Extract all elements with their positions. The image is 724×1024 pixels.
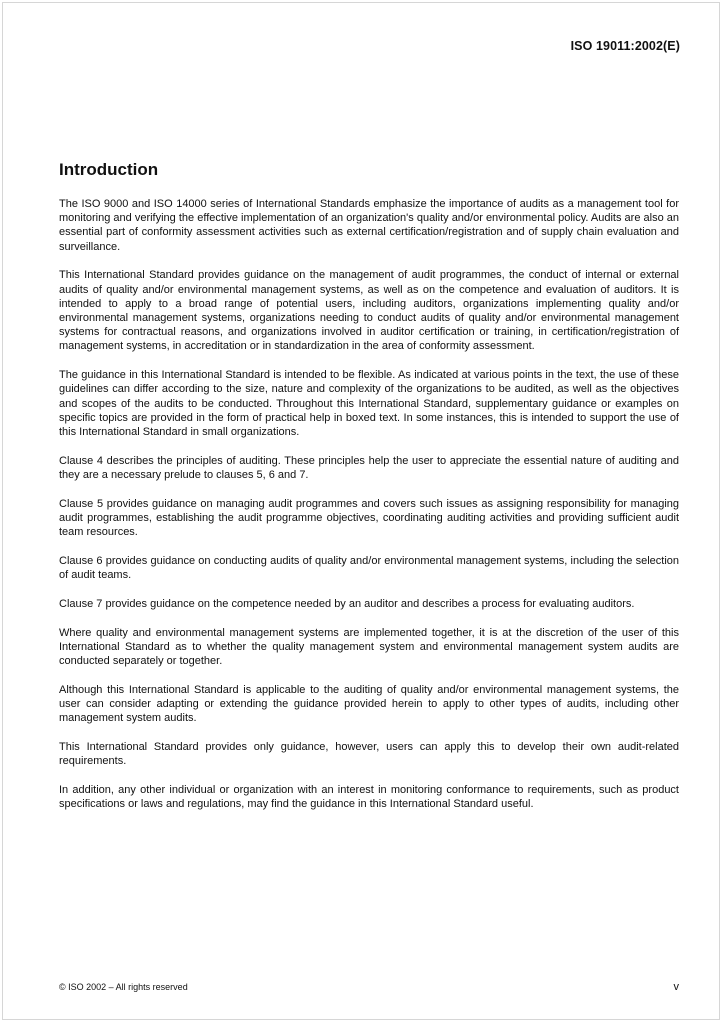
paragraph-5: Clause 5 provides guidance on managing audit programmes and covers such issues as assigning responsibility for managing audit programmes, establishing the audit programme objectives, coordinating auditing activities and providing sufficient audit team resources.	[59, 497, 679, 539]
document-id: ISO 19011:2002(E)	[570, 39, 680, 53]
paragraph-9: Although this International Standard is applicable to the auditing of quality and/or environmental management systems, the user can consider adapting or extending the guidance provided herein to apply to other types of audits, including other management system audits.	[59, 684, 679, 725]
paragraph-6: Clause 6 provides guidance on conducting audits of quality and/or environmental management systems, including the selection of audit teams.	[59, 555, 679, 582]
paragraph-1: The ISO 9000 and ISO 14000 series of International Standards emphasize the importance of audits as a management tool for monitoring and verifying the effective implementation of an organization's quality and/or environmental policy. Audits are also an essential part of conformity assessment activities such as external certification/registration and of supply chain evaluation and surveillance.	[59, 198, 679, 253]
paragraph-4: Clause 4 describes the principles of auditing. These principles help the user to appreciate the essential nature of auditing and they are a necessary prelude to clauses 5, 6 and 7.	[59, 454, 679, 482]
paragraph-10: This International Standard provides only guidance, however, users can apply this to develop their own audit-related requirements.	[59, 741, 679, 768]
paragraph-11: In addition, any other individual or organization with an interest in monitoring conformance to requirements, such as product specifications or laws and regulations, may find the guidance in this International Standard useful.	[59, 784, 679, 811]
footer-page-number: v	[673, 981, 679, 993]
paragraph-2: This International Standard provides guidance on the management of audit programmes, the conduct of internal or external audits of quality and/or environmental management systems, as well as on the competence and evaluation of auditors. It is intended to apply to a broad range of potential users, including auditors, organizations implementing quality and/or environmental management systems, organizations needing to conduct audits of quality and/or environmental management systems for contractual reasons, and organizations involved in auditor certification or training, in certification/registration of management systems, in accreditation or in standardization in the area of conformity assessment.	[59, 269, 679, 353]
paragraph-3: The guidance in this International Standard is intended to be flexible. As indicated at various points in the text, the use of these guidelines can differ according to the size, nature and complexity of the organizations to be audited, as well as the objectives and scopes of the audits to be conducted. Throughout this International Standard, supplementary guidance or examples on specific topics are provided in the form of practical help in boxed text. In some instances, this is intended to support the use of this International Standard in small organizations.	[59, 369, 679, 439]
paragraph-7: Clause 7 provides guidance on the competence needed by an auditor and describes a process for evaluating auditors.	[59, 598, 635, 611]
paragraph-8: Where quality and environmental management systems are implemented together, it is at the discretion of the user of this International Standard as to whether the quality management system and environmental management system audits are conducted separately or together.	[59, 626, 679, 668]
footer-copyright: © ISO 2002 – All rights reserved	[59, 982, 188, 992]
body-text	[59, 197, 679, 826]
page-title: Introduction	[59, 160, 159, 179]
